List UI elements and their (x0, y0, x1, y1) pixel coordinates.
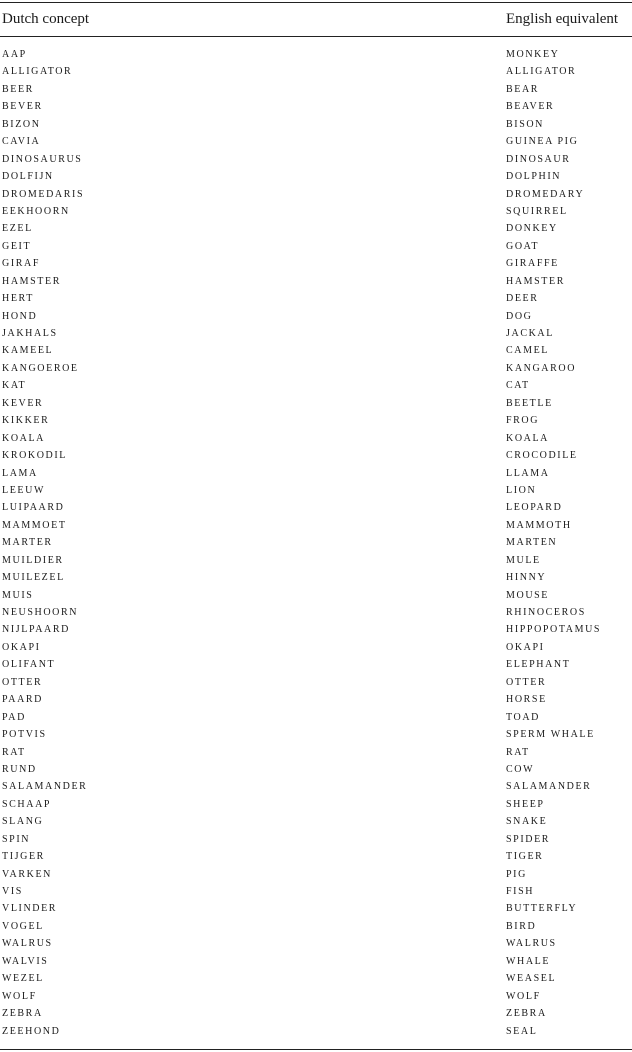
dutch-concept-cell: WEZEL (2, 973, 44, 985)
table-row (0, 813, 632, 830)
dutch-concept-cell: CAVIA (2, 136, 41, 148)
table-row (0, 988, 632, 1005)
table-row (0, 918, 632, 935)
table-row (0, 534, 632, 551)
dutch-concept-cell: KEVER (2, 397, 44, 409)
english-equivalent-cell: MARTEN (506, 537, 558, 549)
dutch-concept-cell: LEEUW (2, 484, 45, 496)
table-row (0, 412, 632, 429)
english-equivalent-cell: SEAL (506, 1025, 538, 1037)
dutch-concept-cell: HOND (2, 310, 38, 322)
english-equivalent-cell: BUTTERFLY (506, 903, 578, 915)
dutch-concept-cell: MAMMOET (2, 519, 67, 531)
english-equivalent-cell: CROCODILE (506, 450, 578, 462)
dutch-concept-cell: BEER (2, 83, 34, 95)
table-row (0, 63, 632, 80)
table-row (0, 953, 632, 970)
table-row (0, 81, 632, 98)
english-equivalent-cell: TIGER (506, 851, 544, 863)
english-equivalent-cell: HORSE (506, 694, 547, 706)
english-equivalent-cell: MAMMOTH (506, 519, 572, 531)
dutch-concept-cell: VARKEN (2, 868, 52, 880)
table-row (0, 726, 632, 743)
table-row (0, 151, 632, 168)
table-row (0, 569, 632, 586)
dutch-concept-cell: KROKODIL (2, 450, 68, 462)
dutch-concept-cell: PAD (2, 711, 26, 723)
table-row (0, 761, 632, 778)
english-equivalent-cell: DROMEDARY (506, 188, 585, 200)
table-row (0, 900, 632, 917)
english-equivalent-cell: GIRAFFE (506, 258, 559, 270)
dutch-concept-cell: BIZON (2, 118, 41, 130)
table-row (0, 691, 632, 708)
table-row (0, 674, 632, 691)
dutch-concept-cell: KAMEEL (2, 345, 54, 357)
english-equivalent-cell: JACKAL (506, 328, 554, 339)
dutch-concept-cell: MARTER (2, 537, 53, 549)
dutch-concept-cell: JAKHALS (2, 328, 58, 339)
english-equivalent-cell: BEAVER (506, 101, 555, 113)
dutch-concept-cell: SALAMANDER (2, 781, 88, 793)
table-row (0, 203, 632, 220)
dutch-concept-cell: MUILDIER (2, 554, 64, 566)
english-equivalent-cell: WEASEL (506, 973, 557, 985)
table-row (0, 308, 632, 325)
english-equivalent-cell: OKAPI (506, 641, 545, 653)
table-row (0, 517, 632, 534)
dutch-concept-cell: DOLFIJN (2, 171, 54, 183)
dutch-concept-cell: PAARD (2, 694, 43, 706)
english-equivalent-cell: COW (506, 763, 535, 775)
english-equivalent-cell: SPIDER (506, 833, 551, 845)
dutch-concept-cell: LAMA (2, 467, 38, 479)
table-row (0, 866, 632, 883)
table-header-row (0, 9, 632, 29)
table-row (0, 482, 632, 499)
english-equivalent-cell: GOAT (506, 240, 540, 252)
table-row (0, 447, 632, 464)
dutch-concept-cell: VOGEL (2, 920, 44, 932)
english-equivalent-cell: MOUSE (506, 589, 550, 601)
english-equivalent-cell: HIPPOPOTAMUS (506, 624, 602, 636)
header-english-equivalent: English equivalent (506, 11, 619, 27)
dutch-concept-cell: OLIFANT (2, 659, 56, 671)
table-row (0, 883, 632, 900)
english-equivalent-cell: BEAR (506, 83, 540, 95)
dutch-concept-cell: AAP (2, 49, 27, 60)
table-row (0, 430, 632, 447)
english-equivalent-cell: HINNY (506, 572, 547, 584)
dutch-concept-cell: RAT (2, 746, 26, 758)
english-equivalent-cell: LLAMA (506, 467, 550, 479)
table-row (0, 360, 632, 377)
english-equivalent-cell: CAMEL (506, 345, 549, 357)
english-equivalent-cell: WHALE (506, 955, 551, 967)
dutch-concept-cell: MUILEZEL (2, 572, 65, 584)
table-row (0, 796, 632, 813)
english-equivalent-cell: OTTER (506, 676, 547, 688)
table-row (0, 168, 632, 185)
dutch-concept-cell: WALRUS (2, 938, 53, 950)
english-equivalent-cell: SQUIRREL (506, 205, 568, 217)
dutch-concept-cell: GIRAF (2, 258, 41, 270)
english-equivalent-cell: BEETLE (506, 397, 553, 409)
dutch-concept-cell: MUIS (2, 589, 34, 601)
english-equivalent-cell: DOLPHIN (506, 171, 562, 183)
dutch-concept-cell: KIKKER (2, 415, 50, 427)
dutch-concept-cell: HAMSTER (2, 275, 61, 287)
table-row (0, 255, 632, 272)
table-header-rule (0, 36, 632, 37)
table-row (0, 465, 632, 482)
table-row (0, 325, 632, 342)
english-equivalent-cell: HAMSTER (506, 275, 565, 287)
english-equivalent-cell: FROG (506, 415, 540, 427)
english-equivalent-cell: SNAKE (506, 816, 548, 828)
english-equivalent-cell: BISON (506, 118, 545, 130)
table-row (0, 639, 632, 656)
english-equivalent-cell: PIG (506, 868, 527, 880)
dutch-concept-cell: NIJLPAARD (2, 624, 70, 636)
table-top-rule (0, 2, 632, 3)
table-row (0, 1005, 632, 1022)
table-row (0, 98, 632, 115)
dutch-concept-cell: DROMEDARIS (2, 188, 85, 200)
english-equivalent-cell: ALLIGATOR (506, 66, 577, 78)
english-equivalent-cell: LEOPARD (506, 502, 563, 514)
english-equivalent-cell: KOALA (506, 432, 549, 444)
dutch-concept-cell: HERT (2, 293, 34, 305)
english-equivalent-cell: RAT (506, 746, 530, 758)
table-row (0, 290, 632, 307)
dutch-concept-cell: TIJGER (2, 851, 45, 863)
dutch-concept-cell: ZEEHOND (2, 1025, 61, 1037)
english-equivalent-cell: ELEPHANT (506, 659, 571, 671)
dutch-concept-cell: WALVIS (2, 955, 49, 967)
dutch-concept-cell: SLANG (2, 816, 44, 828)
dutch-concept-cell: SPIN (2, 833, 31, 845)
table-row (0, 778, 632, 795)
dutch-concept-cell: EEKHOORN (2, 205, 70, 217)
english-equivalent-cell: LION (506, 484, 537, 496)
dutch-concept-cell: NEUSHOORN (2, 607, 79, 618)
dutch-concept-cell: KOALA (2, 432, 45, 444)
dutch-concept-cell: POTVIS (2, 729, 47, 741)
english-equivalent-cell: SHEEP (506, 798, 545, 810)
table-row (0, 342, 632, 359)
english-equivalent-cell: ZEBRA (506, 1008, 547, 1020)
table-row (0, 848, 632, 865)
english-equivalent-cell: WALRUS (506, 938, 557, 950)
english-equivalent-cell: DINOSAUR (506, 153, 571, 165)
table-row (0, 552, 632, 569)
table-row (0, 273, 632, 290)
dutch-concept-cell: WOLF (2, 990, 37, 1002)
table-row (0, 621, 632, 638)
english-equivalent-cell: FISH (506, 886, 535, 897)
english-equivalent-cell: DEER (506, 293, 539, 305)
table-row (0, 587, 632, 604)
english-equivalent-cell: SPERM WHALE (506, 729, 595, 741)
english-equivalent-cell: RHINOCEROS (506, 607, 586, 618)
header-dutch-concept: Dutch concept (2, 11, 90, 27)
english-equivalent-cell: GUINEA PIG (506, 136, 579, 148)
table-body (0, 46, 632, 1040)
table-row (0, 395, 632, 412)
dutch-concept-cell: EZEL (2, 223, 33, 235)
table-row (0, 604, 632, 621)
table-row (0, 656, 632, 673)
english-equivalent-cell: DONKEY (506, 223, 558, 235)
table-row (0, 709, 632, 726)
table-bottom-rule (0, 1049, 632, 1050)
english-equivalent-cell: CAT (506, 380, 530, 392)
english-equivalent-cell: MULE (506, 554, 541, 566)
dutch-concept-cell: KANGOEROE (2, 362, 79, 374)
table-row (0, 46, 632, 63)
dutch-concept-cell: VLINDER (2, 903, 58, 915)
english-equivalent-cell: MONKEY (506, 49, 560, 60)
english-equivalent-cell: KANGAROO (506, 362, 577, 374)
dutch-concept-cell: OKAPI (2, 641, 41, 653)
dutch-concept-cell: KAT (2, 380, 27, 392)
dutch-concept-cell: ALLIGATOR (2, 66, 73, 78)
dutch-concept-cell: GEIT (2, 240, 32, 252)
table-row (0, 1023, 632, 1040)
table-row (0, 186, 632, 203)
dutch-concept-cell: DINOSAURUS (2, 153, 83, 165)
dutch-concept-cell: RUND (2, 763, 37, 775)
dutch-concept-cell: LUIPAARD (2, 502, 65, 514)
table-row (0, 935, 632, 952)
table-row (0, 116, 632, 133)
table-row (0, 831, 632, 848)
table-row (0, 377, 632, 394)
dutch-concept-cell: SCHAAP (2, 798, 52, 810)
dutch-concept-cell: VIS (2, 886, 23, 897)
table-row (0, 744, 632, 761)
dutch-concept-cell: BEVER (2, 101, 43, 113)
dutch-concept-cell: OTTER (2, 676, 43, 688)
table-row (0, 133, 632, 150)
dutch-concept-cell: ZEBRA (2, 1008, 43, 1020)
table-row (0, 499, 632, 516)
table-row (0, 970, 632, 987)
english-equivalent-cell: WOLF (506, 990, 541, 1002)
english-equivalent-cell: BIRD (506, 920, 537, 932)
english-equivalent-cell: TOAD (506, 711, 540, 723)
table-row (0, 238, 632, 255)
table-row (0, 220, 632, 237)
english-equivalent-cell: SALAMANDER (506, 781, 592, 793)
english-equivalent-cell: DOG (506, 310, 533, 322)
